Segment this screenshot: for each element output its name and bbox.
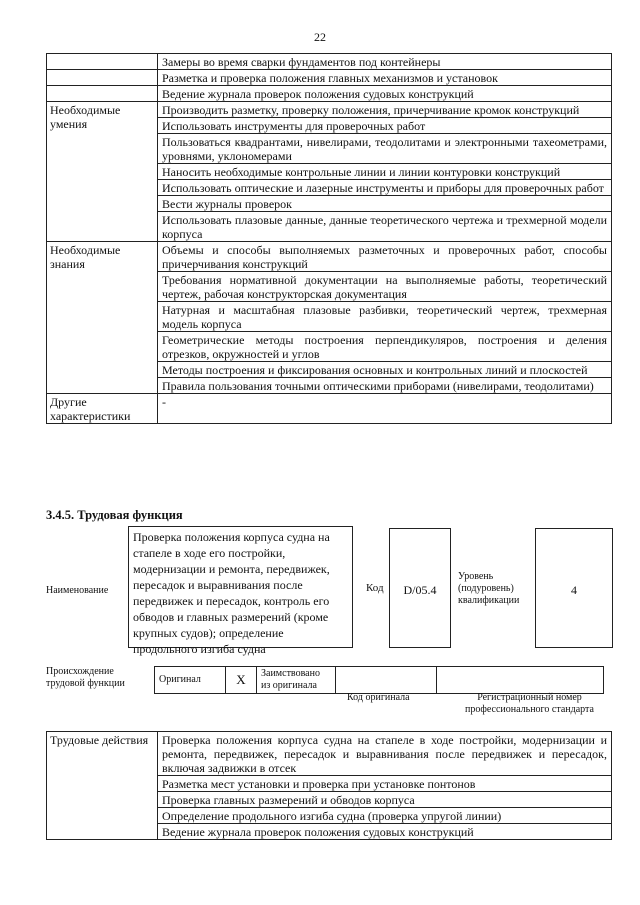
- table-row: [47, 54, 612, 70]
- table-cell: Геометрические методы построения перпендикуляров, построения и деления отрезков, окружностей и углов: [158, 332, 612, 362]
- table-row: [47, 732, 612, 776]
- actions-label: Трудовые действия: [47, 732, 158, 840]
- table-cell: Натурная и масштабная плазовые разбивки, теоретический чертеж, трехмерная модель корпуса: [158, 302, 612, 332]
- table-cell: Проверка главных размерений и обводов корпуса: [158, 792, 612, 808]
- code-box: [389, 528, 451, 648]
- skills-label: Необходимые умения: [47, 102, 158, 242]
- requirements-table: [46, 53, 612, 424]
- origin-label: Происхождение трудовой функции: [46, 666, 125, 689]
- table-cell: Определение продольного изгиба судна (проверка упругой линии): [158, 808, 612, 824]
- orig-code-cell: [336, 667, 437, 694]
- origin-table: [154, 666, 604, 694]
- table-cell: Использовать инструменты для проверочных работ: [158, 118, 612, 134]
- table-cell: Использовать оптические и лазерные инструменты и приборы для проверочных работ: [158, 180, 612, 196]
- original-label: Оригинал: [155, 667, 226, 694]
- table-cell: Ведение журнала проверок положения судовых конструкций: [158, 824, 612, 840]
- table-cell: Замеры во время сварки фундаментов под контейнеры: [158, 54, 612, 70]
- reg-num-cell: [437, 667, 604, 694]
- table-cell: -: [158, 394, 612, 424]
- code-label: Код: [366, 582, 384, 594]
- table-cell: Использовать плазовые данные, данные теоретического чертежа и трехмерной модели корпуса: [158, 212, 612, 242]
- table-row: [47, 394, 612, 424]
- orig-code-caption: Код оригинала: [347, 692, 410, 703]
- table-cell: Пользоваться квадрантами, нивелирами, теодолитами и электронными тахеометрами, уровнями, уклономерами: [158, 134, 612, 164]
- section-title: 3.4.5. Трудовая функция: [46, 508, 183, 522]
- table-cell: Разметка мест установки и проверка при установке понтонов: [158, 776, 612, 792]
- table-row: [47, 70, 612, 86]
- level-box: [535, 528, 613, 648]
- table-cell: Объемы и способы выполняемых разметочных и проверочных работ, способы причерчивания конструкций: [158, 242, 612, 272]
- code-value: D/05.4: [403, 583, 437, 597]
- borrowed-label: Заимствовано из оригинала: [257, 667, 336, 694]
- table-cell: Производить разметку, проверку положения, причерчивание кромок конструкций: [158, 102, 612, 118]
- reg-num-caption: Регистрационный номер профессионального стандарта: [465, 692, 594, 715]
- page-number: 22: [314, 30, 326, 44]
- table-row: [47, 102, 612, 118]
- knowledge-label: Необходимые знания: [47, 242, 158, 394]
- level-label: Уровень (подуровень) квалификации: [458, 571, 520, 606]
- level-value: 4: [571, 583, 577, 597]
- table-cell: Наносить необходимые контрольные линии и линии контуровки конструкций: [158, 164, 612, 180]
- table-cell: Проверка положения корпуса судна на стапеле в ходе постройки, модернизации и ремонта, передвижек, пересадок и выравнивания после передвижек и пересадок, включая задвижки в отсек: [158, 732, 612, 776]
- table-cell: Вести журналы проверок: [158, 196, 612, 212]
- table-cell: Ведение журнала проверок положения судовых конструкций: [158, 86, 612, 102]
- table-cell: Требования нормативной документации на выполняемые работы, теоретический чертеж, рабочая конструкторская документация: [158, 272, 612, 302]
- table-cell: Разметка и проверка положения главных механизмов и установок: [158, 70, 612, 86]
- table-cell: Правила пользования точными оптическими приборами (нивелирами, теодолитами): [158, 378, 612, 394]
- table-row: [47, 242, 612, 272]
- function-name: Проверка положения корпуса судна на стапеле в ходе его постройки, модернизации и ремонта, передвижек, пересадок и выравнивания после передвижек и пересадок, контроль его обводов и главных размерений (кроме крупных судов); определение продольного изгиба судна: [128, 526, 353, 648]
- original-mark: X: [226, 667, 257, 694]
- table-row: [47, 86, 612, 102]
- name-label: Наименование: [46, 585, 109, 596]
- actions-table: [46, 731, 612, 840]
- other-label: Другие характеристики: [47, 394, 158, 424]
- table-cell: Методы построения и фиксирования основных и контрольных линий и плоскостей: [158, 362, 612, 378]
